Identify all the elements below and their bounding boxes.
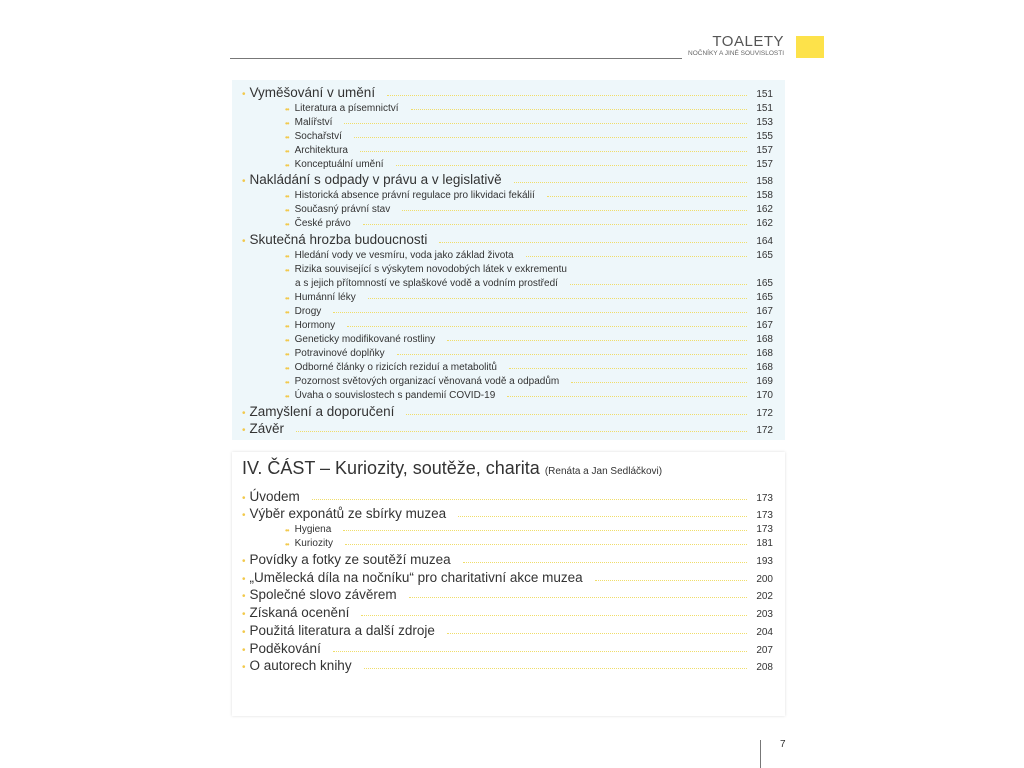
toc-entry-page: 151 [756,102,773,114]
leader-dots [344,123,747,124]
toc-entry [242,345,773,359]
leader-dots [402,210,747,211]
toc-entry-page: 168 [756,334,773,346]
leader-dots [439,242,747,243]
leader-dots [368,298,747,299]
leader-dots [333,651,747,652]
toc-entry-page: 200 [756,573,773,585]
toc-entry-page: 162 [756,204,773,216]
toc-entry-page: 167 [756,306,773,318]
toc-entry-page: 151 [756,88,773,100]
leader-dots [361,615,747,616]
leader-dots [526,256,747,257]
leader-dots [447,633,747,634]
toc-entry-title: Drogy [294,306,322,318]
toc-entry-title: Malířství [294,116,333,128]
toc-entry [242,535,773,549]
toc-entry-title: Architektura [294,144,348,156]
toc-entry [242,419,773,437]
bullet-icon: • [242,425,246,437]
bullet-icon: • [242,556,246,568]
toc-entry-title: Výběr exponátů ze sbírky muzea [249,506,447,522]
toc-entry-title: Úvodem [249,488,300,504]
toc-section-part3 [232,80,785,440]
toc-entry-title: Zamyšlení a doporučení [249,403,395,419]
toc-entry-page: 173 [756,492,773,504]
toc-entry-title: Potravinové doplňky [294,348,385,360]
toc-entry [242,82,773,100]
toc-entry-title: Kuriozity [294,538,333,550]
bullet-icon: •• [285,252,289,262]
leader-dots [396,165,747,166]
leader-dots [354,137,747,138]
toc-entry-page: 181 [756,538,773,550]
toc-entry [242,521,773,535]
toc-entry-title: Získaná ocenění [249,605,350,621]
header-rule [230,58,682,59]
toc-entry-title: České právo [294,218,351,230]
bullet-icon: • [242,176,246,188]
leader-dots [570,284,747,285]
toc-entry-page: 202 [756,591,773,603]
toc-entry-title: Literatura a písemnictví [294,102,399,114]
toc-entry-page: 155 [756,130,773,142]
bullet-icon: •• [285,192,289,202]
toc-entry-page: 153 [756,116,773,128]
toc-entry-page: 170 [756,390,773,402]
toc-entry-title: Sochařství [294,130,342,142]
part-title: IV. ČÁST – Kuriozity, soutěže, charita [242,458,540,478]
bullet-icon: • [242,407,246,419]
toc-list [242,486,773,673]
toc-entry [242,303,773,317]
toc-entry-title: O autorech knihy [249,658,352,674]
toc-entry [242,100,773,114]
toc-entry-page: 207 [756,644,773,656]
toc-entry-page: 172 [756,407,773,419]
toc-entry-page: 165 [756,292,773,304]
bullet-icon: •• [285,266,289,276]
toc-entry-page: 168 [756,348,773,360]
bullet-icon: •• [285,160,289,170]
toc-entry [242,585,773,603]
toc-section-part4 [232,452,785,716]
toc-entry [242,187,773,201]
bullet-icon: •• [285,392,289,402]
leader-dots [296,431,747,432]
toc-entry [242,317,773,331]
bullet-icon: •• [285,132,289,142]
bullet-icon: •• [285,540,289,550]
toc-entry-page: 169 [756,376,773,388]
part-heading [242,458,662,479]
bullet-icon: • [242,510,246,522]
toc-entry-page: 193 [756,556,773,568]
leader-dots [333,312,747,313]
toc-entry [242,331,773,345]
leader-dots [447,340,747,341]
part-authors: (Renáta a Jan Sedláčkovi) [544,466,663,477]
leader-dots [347,326,747,327]
toc-entry [242,567,773,585]
bullet-icon: •• [285,350,289,360]
toc-entry-title: Humánní léky [294,292,356,304]
toc-entry [242,289,773,303]
toc-entry-title: Skutečná hrozba budoucnosti [249,232,428,248]
bullet-icon: •• [285,308,289,318]
toc-entry-title: Rizika související s výskytem novodobých látek v exkrementu [294,264,567,276]
bullet-icon: •• [285,364,289,374]
toc-entry-page: 162 [756,218,773,230]
leader-dots [397,354,747,355]
leader-dots [363,224,747,225]
toc-entry-page: 173 [756,524,773,536]
toc-entry [242,128,773,142]
bullet-icon: •• [285,146,289,156]
bullet-icon: • [242,573,246,585]
bullet-icon: •• [285,206,289,216]
toc-entry [242,620,773,638]
toc-entry [242,602,773,620]
leader-dots [463,562,747,563]
toc-entry-page: 158 [756,190,773,202]
leader-dots [509,368,747,369]
bullet-icon: •• [285,322,289,332]
toc-entry-page: 173 [756,510,773,522]
bullet-icon: • [242,662,246,674]
toc-entry-title: Vyměšování v umění [249,84,376,100]
toc-entry [242,142,773,156]
toc-entry [242,275,773,289]
leader-dots [595,580,747,581]
toc-entry-title: Odborné články o rizicích reziduí a metabolitů [294,362,497,374]
toc-entry [242,201,773,215]
toc-entry [242,170,773,188]
bullet-icon: •• [285,378,289,388]
leader-dots [409,597,747,598]
bullet-icon: • [242,236,246,248]
leader-dots [312,499,747,500]
toc-entry [242,247,773,261]
toc-entry-title: Společné slovo závěrem [249,587,397,603]
leader-dots [411,109,747,110]
leader-dots [387,95,747,96]
toc-entry [242,401,773,419]
toc-entry-title: a s jejich přítomností ve splaškové vodě a vodním prostředí [295,278,558,290]
bullet-icon: • [242,644,246,656]
page-number-rule [760,740,761,768]
toc-entry-page: 167 [756,320,773,332]
header-yellow-block [796,36,824,58]
toc-entry [242,504,773,522]
toc-entry [242,486,773,504]
toc-entry-page: 158 [756,176,773,188]
bullet-icon: •• [285,118,289,128]
leader-dots [345,544,747,545]
toc-entry-title: Poděkování [249,640,321,656]
leader-dots [406,414,747,415]
toc-entry-page: 165 [756,278,773,290]
toc-entry-title: Současný právní stav [294,204,391,216]
toc-entry-title: „Umělecká díla na nočníku“ pro charitativní akce muzea [249,569,583,585]
leader-dots [507,396,747,397]
toc-entry-title: Hygiena [294,524,332,536]
bullet-icon: •• [285,104,289,114]
toc-entry [242,656,773,674]
bullet-icon: • [242,626,246,638]
bullet-icon: •• [285,336,289,346]
bullet-icon: •• [285,294,289,304]
toc-entry-page: 157 [756,144,773,156]
running-header-title: TOALETY [712,33,784,50]
running-header-subtitle: NOČNÍKY A JINÉ SOUVISLOSTI [688,50,784,57]
toc-entry [242,229,773,247]
bullet-icon: • [242,591,246,603]
toc-entry-page: 203 [756,609,773,621]
toc-entry-page: 208 [756,662,773,674]
leader-dots [364,668,747,669]
toc-entry-title: Závěr [249,421,285,437]
toc-list [242,82,773,436]
toc-entry [242,638,773,656]
toc-entry-title: Nakládání s odpady v právu a v legislativě [249,172,502,188]
leader-dots [547,196,747,197]
toc-entry-title: Úvaha o souvislostech s pandemií COVID-19 [294,390,496,402]
leader-dots [514,182,747,183]
toc-entry-page: 164 [756,236,773,248]
toc-entry [242,387,773,401]
toc-entry [242,261,773,275]
leader-dots [360,151,747,152]
toc-entry-page: 157 [756,158,773,170]
toc-entry-title: Hledání vody ve vesmíru, voda jako základ života [294,250,514,262]
toc-entry [242,373,773,387]
bullet-icon: •• [285,220,289,230]
toc-entry [242,156,773,170]
toc-entry-page: 165 [756,250,773,262]
bullet-icon: • [242,88,246,100]
toc-entry-title: Pozornost světových organizací věnovaná vodě a odpadům [294,376,560,388]
leader-dots [343,530,747,531]
leader-dots [571,382,747,383]
page-number: 7 [780,739,786,750]
toc-entry-title: Povídky a fotky ze soutěží muzea [249,552,451,568]
toc-entry-title: Konceptuální umění [294,158,384,170]
toc-entry-title: Hormony [294,320,336,332]
toc-entry [242,114,773,128]
leader-dots [458,516,747,517]
bullet-icon: • [242,609,246,621]
toc-entry-title: Použitá literatura a další zdroje [249,622,435,638]
toc-entry-page: 172 [756,425,773,437]
bullet-icon: • [242,492,246,504]
toc-entry-title: Historická absence právní regulace pro likvidaci fekálií [294,190,535,202]
toc-entry [242,549,773,567]
toc-entry [242,359,773,373]
toc-entry-title: Geneticky modifikované rostliny [294,334,436,346]
toc-entry-page: 168 [756,362,773,374]
toc-entry-page: 204 [756,626,773,638]
bullet-icon: •• [285,526,289,536]
toc-entry [242,215,773,229]
